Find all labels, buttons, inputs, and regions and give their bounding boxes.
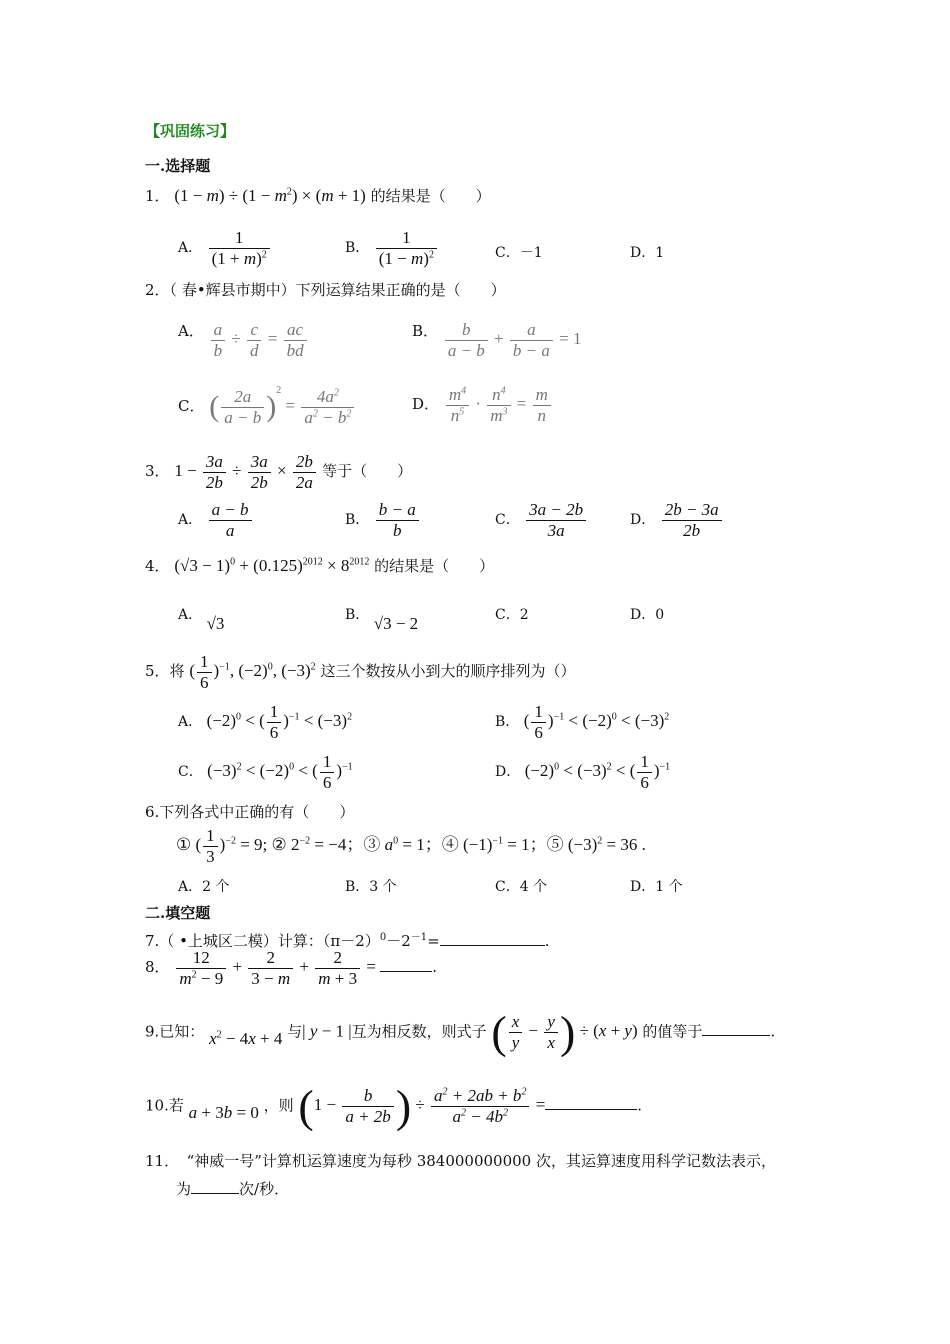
q5-option-a: A． $(-2)^0$ < ( $\frac{1}{6}$ )$^{-1} < (-3)^2$ [178, 702, 353, 742]
q3-option-a: A． $\frac{a - b}{a}$ [178, 500, 254, 540]
question-1 [145, 185, 491, 206]
q1-suffix: 的结果是（ ） [370, 187, 491, 205]
q1-number: 1． [145, 187, 170, 205]
question-9: 9.已知： $x^2 - 4x + 4$ 与| y − 1 |互为相反数，则式子 ( $\frac{x}{y}$ − $\frac{y}{x}$ ) ÷ (x + y) 的值等于 . [145, 1007, 776, 1058]
q1-expression: $(1 - m) \div (1 - m^2) \times (m + 1)$ [174, 186, 366, 205]
q4-option-d: D．0 [630, 607, 665, 623]
q5-option-c: C． $(-3)^2 < (-2)^0$ < ( $\frac{1}{6}$ )$^{-1}$ [178, 752, 353, 792]
q3-option-c: C． $\frac{3a - 2b}{3a}$ [495, 500, 588, 540]
q4-option-a: A． √3 [178, 607, 225, 633]
question-3: 3． 1 − $\frac{3a}{2b}$ ÷ $\frac{3a}{2b}$ × $\frac{2b}{2a}$ 等于（ ） [145, 452, 413, 492]
q6-option-d: D．1 个 [630, 879, 683, 895]
question-7: 7.（ •上城区二模）计算：$(\pi-2)^0-2^{-1}=$ . [145, 932, 550, 950]
q2-option-c: C． ( $\frac{2a}{a - b}$ )$^2$ = $\frac{4a^2}{a^2 - b^2}$ [178, 385, 356, 427]
q1-option-d: D．1 [630, 245, 665, 261]
question-8: 8． $\frac{12}{m^2 - 9}$ + $\frac{2}{3 - m}$ + $\frac{2}{m + 3}$ = . [145, 948, 438, 988]
page-title: 【巩固练习】 [145, 122, 236, 140]
question-4: 4． $(√3 - 1)^0 + (0.125)^{2012} \times 8^{2012}$ 的结果是（ ） [145, 556, 495, 575]
q2-option-b: B． $\frac{b}{a - b}$ + $\frac{a}{b - a}$ = 1 [412, 320, 582, 360]
q3-option-b: B． $\frac{b - a}{b}$ [345, 500, 421, 540]
q1-option-a: A． $\frac{1}{(1 + m)^2}$ [178, 228, 272, 268]
question-11-line-2: 为 次/秒． [176, 1180, 290, 1198]
question-10: 10.若 a + 3b = 0 ，则 (1 − $\frac{b}{a + 2b}$ ) ÷ $\frac{a^2 + 2ab + b^2}{a^2 - 4b^2}$ = . [145, 1081, 643, 1132]
question-5: 5．将 ( $\frac{1}{6}$ )$^{-1}$, $(-2)^0$, $(-3)^2$ 这三个数按从小到大的顺序排列为（） [145, 652, 576, 692]
q4-option-b: B． √3 − 2 [345, 607, 419, 633]
q2-option-d: D． $\frac{m^4}{n^5}$ · $\frac{n^4}{m^3}$ = $\frac{m}{n}$ [412, 385, 553, 425]
q4-option-c: C．2 [495, 607, 529, 623]
question-6: 6.下列各式中正确的有（ ） [145, 803, 355, 821]
q1-option-b: B． $\frac{1}{(1 - m)^2}$ [345, 228, 439, 268]
q6-option-b: B．3 个 [345, 879, 397, 895]
q6-option-a: A．2 个 [178, 879, 230, 895]
question-11-line-1: 11． “神威一号”计算机运算速度为每秒 384000000000 次，其运算速度用科学记数法表示， [145, 1152, 776, 1170]
q6-option-c: C．4 个 [495, 879, 548, 895]
q3-option-d: D． $\frac{2b - 3a}{2b}$ [630, 500, 724, 540]
q1-option-c: C．－1 [495, 245, 543, 261]
question-2: 2．（ 春•辉县市期中）下列运算结果正确的是（ ） [145, 281, 506, 299]
section-title-choice: 一.选择题 [145, 157, 211, 175]
q6-statements: ① ( $\frac{1}{3}$ )$^{-2}$ = 9; ② $2^{-2} = -4$；③ $a^0 = 1$；④ $(-1)^{-1} = 1$；⑤ $(-3)^2 = 36$ . [176, 826, 646, 866]
q5-option-d: D． $(-2)^0 < (-3)^2$ < ( $\frac{1}{6}$ )$^{-1}$ [495, 752, 671, 792]
section-title-fill: 二.填空题 [145, 904, 211, 922]
q5-option-b: B． ( $\frac{1}{6}$ )$^{-1} < (-2)^0 < (-3)^2$ [495, 702, 670, 742]
q2-option-a: A． $\frac{a}{b}$ ÷ $\frac{c}{d}$ = $\frac{ac}{bd}$ [178, 312, 309, 352]
